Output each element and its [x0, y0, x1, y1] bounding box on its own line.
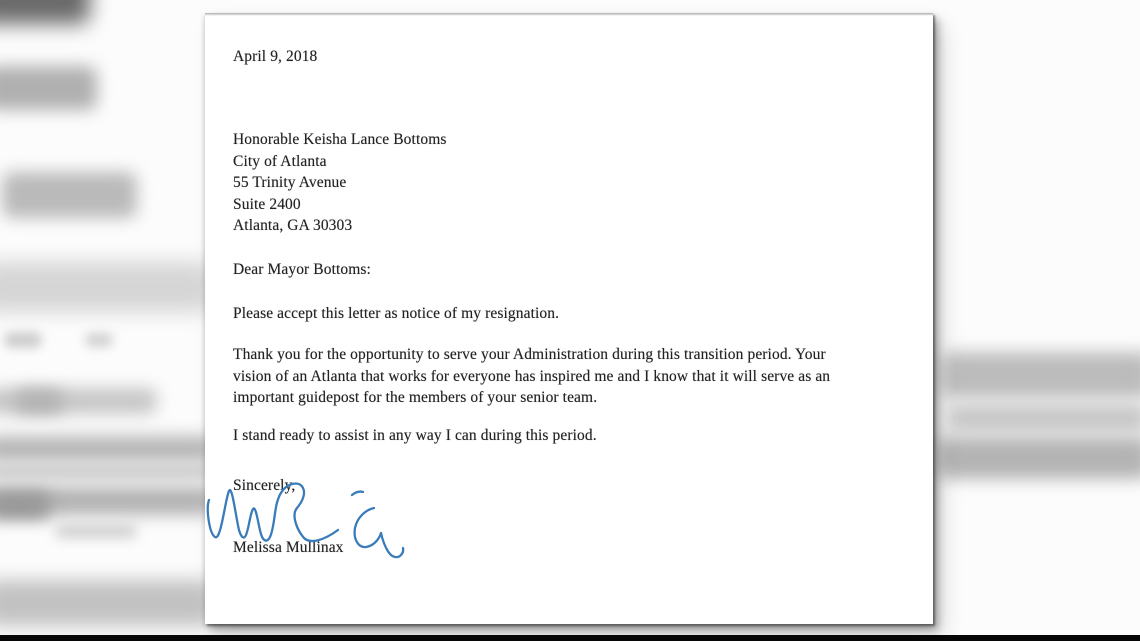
blurred-text-smudge	[0, 436, 213, 462]
blurred-text-smudge	[938, 437, 1140, 479]
recipient-address-block	[233, 129, 446, 237]
blurred-text-smudge	[15, 390, 63, 413]
signer-name: Melissa Mullinax	[233, 539, 344, 556]
blurred-text-smudge	[0, 66, 97, 110]
blurred-text-smudge	[4, 332, 42, 348]
blurred-text-smudge	[2, 172, 137, 218]
handwritten-signature	[197, 478, 409, 573]
recipient-line: Suite 2400	[233, 195, 301, 213]
blurred-text-smudge	[0, 0, 90, 24]
blurred-text-smudge	[942, 352, 1140, 398]
recipient-line: Atlanta, GA 30303	[233, 217, 353, 235]
blurred-text-smudge	[55, 524, 137, 538]
resignation-letter-page	[205, 13, 933, 624]
bottom-letterbox-bar	[0, 635, 1140, 641]
paragraph-line: important guidepost for the members of your senior team.	[233, 389, 598, 407]
blurred-text-smudge	[0, 464, 213, 479]
salutation: Dear Mayor Bottoms:	[233, 261, 371, 278]
blurred-text-smudge	[0, 492, 50, 519]
body-paragraph-2	[233, 344, 830, 409]
blurred-text-smudge	[0, 262, 212, 312]
closing-line: Sincerely,	[233, 477, 296, 494]
signature-stroke	[208, 484, 403, 558]
paragraph-line: Thank you for the opportunity to serve your Administration during this transition period. Your	[233, 346, 826, 363]
recipient-line: City of Atlanta	[233, 152, 327, 170]
blurred-text-smudge	[948, 403, 1140, 433]
blurred-text-smudge	[0, 580, 213, 626]
blurred-text-smudge	[85, 333, 113, 347]
letter-date: April 9, 2018	[233, 48, 318, 65]
recipient-line: Honorable Keisha Lance Bottoms	[233, 131, 447, 148]
body-paragraph-3: I stand ready to assist in any way I can during this period.	[233, 427, 597, 444]
recipient-line: 55 Trinity Avenue	[233, 174, 347, 192]
body-paragraph-1: Please accept this letter as notice of my resignation.	[233, 305, 560, 322]
paragraph-line: vision of an Atlanta that works for everyone has inspired me and I know that it will serve as an	[233, 367, 831, 385]
